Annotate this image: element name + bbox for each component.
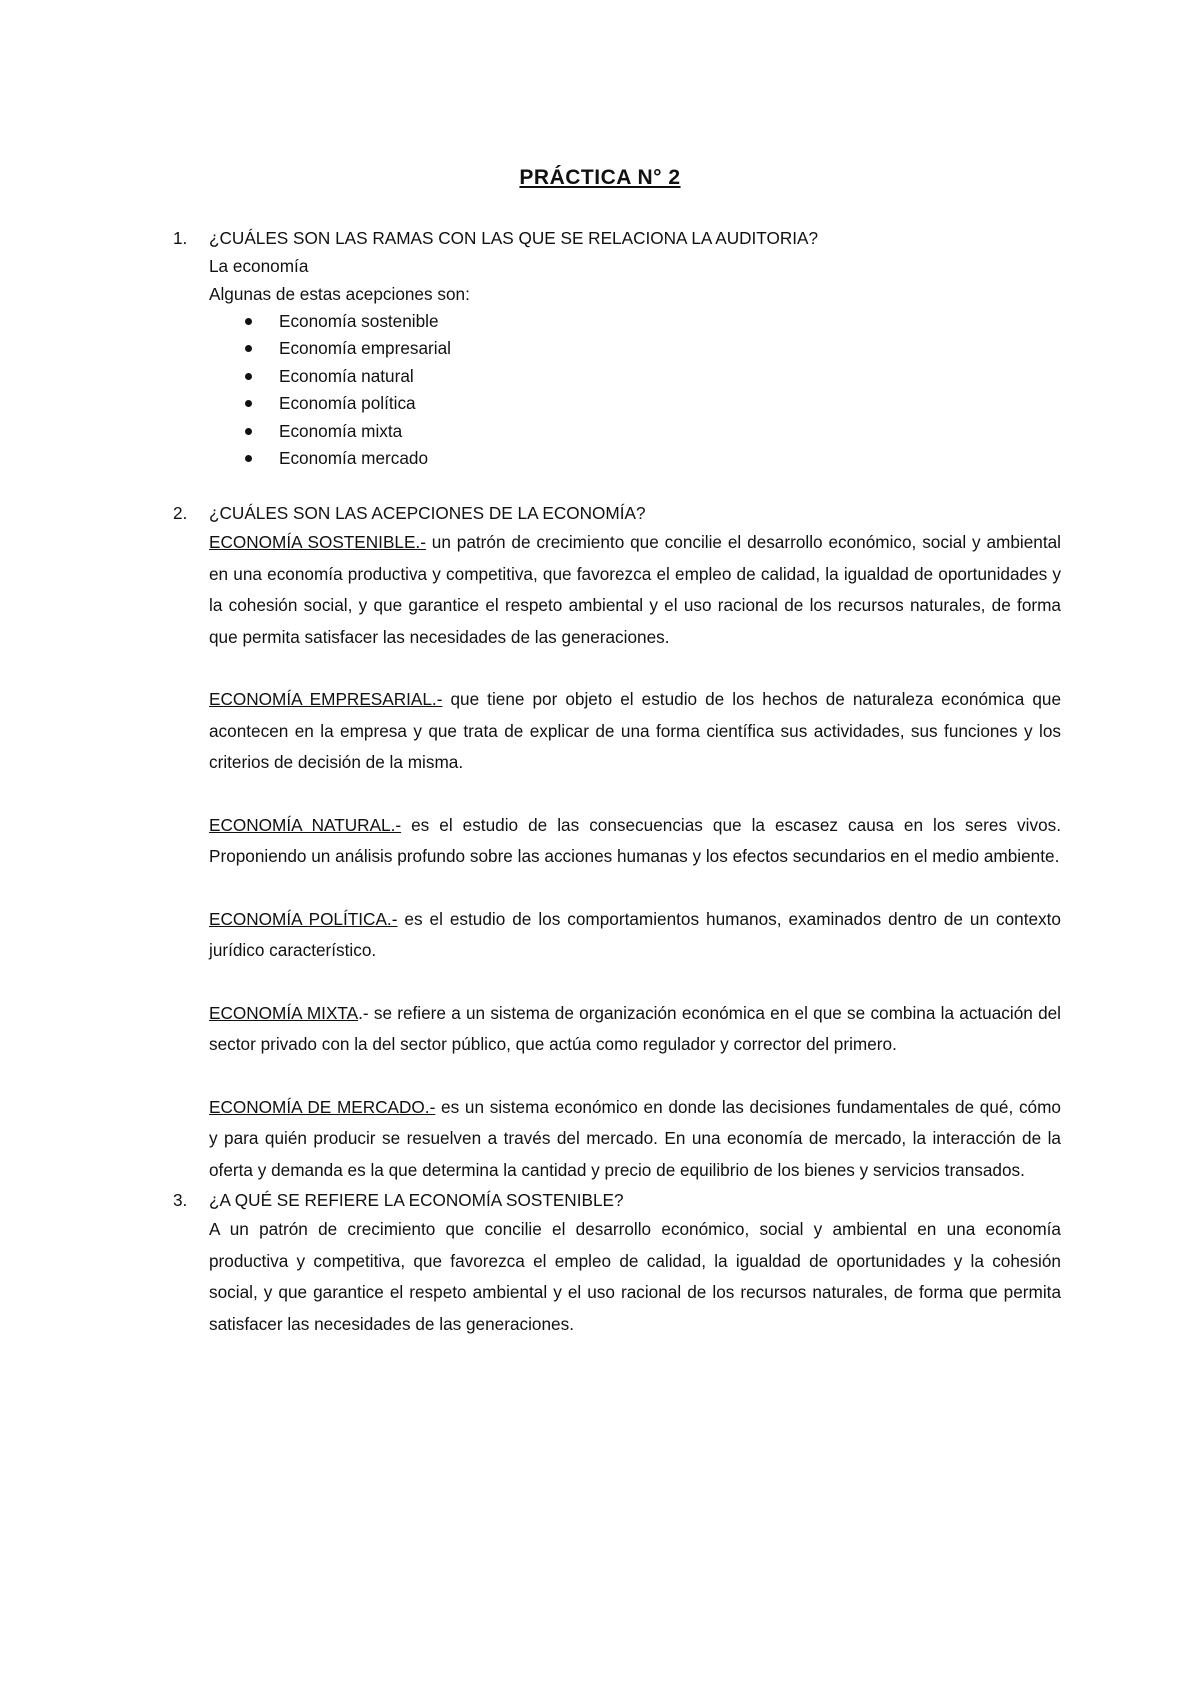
bullet-icon: [245, 373, 252, 380]
definition-term: ECONOMÍA MIXTA: [209, 1002, 359, 1023]
document-body: [173, 224, 1062, 1340]
definition-text: .- se refiere a un sistema de organización económica en el que se combina la actuación del sector privado con la del sector público, que actúa como regulador y corrector del primero.: [209, 1002, 1062, 1055]
list-item-label: Economía mercado: [279, 447, 429, 468]
definition-paragraph: [209, 810, 1061, 873]
definition-paragraph: [209, 904, 1061, 967]
question-1: [173, 224, 1061, 472]
definition-text: es el estudio de las consecuencias que la escasez causa en los seres vivos. Proponiendo un análisis profundo sobre las acciones humanas y los efectos secundarios en el medio ambiente.: [209, 814, 1061, 867]
question-heading: ¿CUÁLES SON LAS ACEPCIONES DE LA ECONOMÍA?: [209, 503, 646, 524]
definition-term: ECONOMÍA DE MERCADO.-: [209, 1096, 436, 1117]
question-heading: ¿CUÁLES SON LAS RAMAS CON LAS QUE SE RELACIONA LA AUDITORIA?: [209, 228, 819, 248]
list-item: [209, 363, 1061, 390]
list-item-label: Economía sostenible: [279, 311, 439, 331]
definition-paragraph: [209, 1092, 1061, 1187]
question-number: 1.: [173, 228, 188, 248]
definition-text: es el estudio de los comportamientos humanos, examinados dentro de un contexto jurídico característico.: [209, 908, 1061, 961]
definition-paragraph: [209, 527, 1061, 653]
bullet-icon: [245, 400, 252, 407]
list-item-label: Economía política: [279, 393, 416, 414]
bullet-icon: [245, 318, 252, 325]
list-item: [209, 390, 1061, 417]
definition-text: que tiene por objeto el estudio de los hechos de naturaleza económica que acontecen en la empresa y que trata de explicar de una forma científica sus actividades, sus funciones y los criterios de decisión de la misma.: [209, 689, 1062, 773]
question-2: [173, 499, 1062, 1186]
question-number: 3.: [173, 1190, 188, 1211]
list-item: [209, 308, 1061, 335]
definition-term: ECONOMÍA EMPRESARIAL.-: [209, 689, 443, 710]
list-item: [209, 445, 1061, 472]
bullet-icon: [245, 428, 252, 435]
list-item-label: Economía empresarial: [279, 338, 451, 359]
definition-term: ECONOMÍA SOSTENIBLE.-: [209, 532, 426, 553]
list-intro: Algunas de estas acepciones son:: [209, 284, 470, 304]
definition-term: ECONOMÍA NATURAL.-: [209, 814, 402, 835]
question-heading: ¿A QUÉ SE REFIERE LA ECONOMÍA SOSTENIBLE?: [209, 1190, 624, 1211]
list-item: [209, 418, 1061, 445]
question-3: [173, 1186, 1061, 1340]
answer-text: La economía: [209, 256, 309, 276]
answer-paragraph: A un patrón de crecimiento que concilie el desarrollo económico, social y ambiental en una economía productiva y competitiva, que favorezca el empleo de calidad, la igualdad de oportunidades y la cohesión social, y que garantice el respeto ambiental y el uso racional de los recursos naturales, de forma que permita satisfacer las necesidades de las generaciones.: [209, 1219, 1061, 1334]
definition-text: es un sistema económico en donde las decisiones fundamentales de qué, cómo y para quién producir se resuelven a través del mercado. En una economía de mercado, la interacción de la oferta y demanda es la que determina la cantidad y precio de equilibrio de los bienes y servicios transados.: [209, 1096, 1061, 1180]
definition-paragraph: [209, 998, 1061, 1061]
list-item-label: Economía mixta: [279, 420, 403, 441]
bullet-icon: [245, 345, 252, 352]
list-item-label: Economía natural: [279, 365, 414, 386]
definition-paragraph: [209, 684, 1061, 779]
bullet-icon: [245, 455, 252, 462]
bullet-list: [209, 308, 1061, 472]
list-item: [209, 335, 1061, 362]
question-number: 2.: [173, 503, 188, 524]
definition-text: un patrón de crecimiento que concilie el desarrollo económico, social y ambiental en una economía productiva y competitiva, que favorezca el empleo de calidad, la igualdad de oportunidades y la cohesión social, y que garantice el respeto ambiental y el uso racional de los recursos naturales, de forma que permita satisfacer las necesidades de las generaciones.: [209, 532, 1061, 647]
definition-term: ECONOMÍA POLÍTICA.-: [209, 908, 398, 929]
page-title: PRÁCTICA N° 2: [519, 166, 681, 189]
